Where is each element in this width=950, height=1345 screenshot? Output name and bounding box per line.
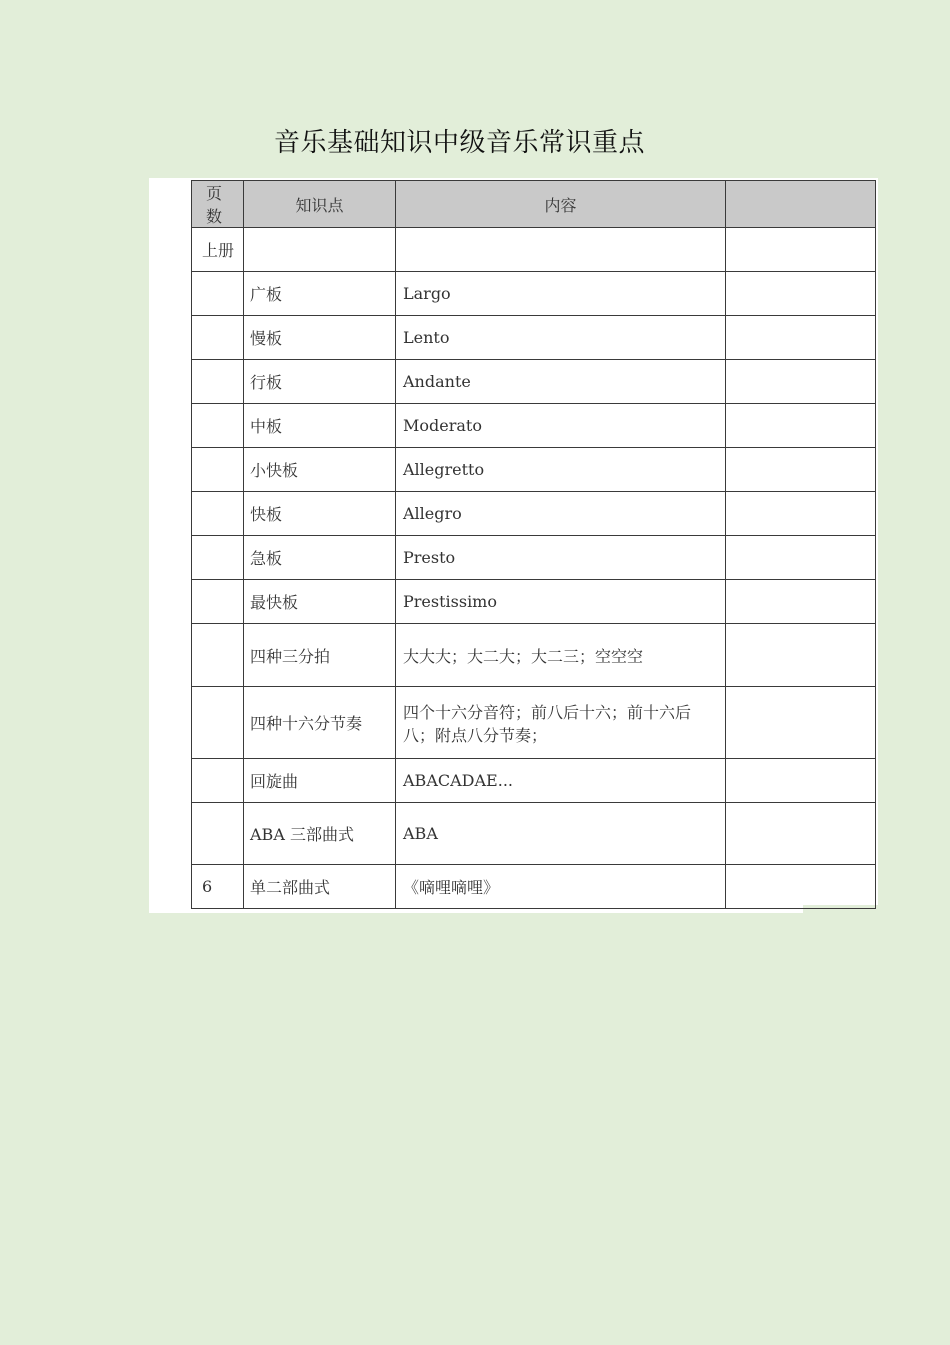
table-row	[192, 272, 876, 316]
cell-extra	[726, 404, 876, 448]
cell-content: Largo	[396, 272, 726, 316]
table-row	[192, 316, 876, 360]
cell-extra	[726, 492, 876, 536]
table-header-row	[192, 181, 876, 228]
cell-page	[192, 536, 244, 580]
table-row	[192, 624, 876, 687]
cell-extra	[726, 803, 876, 865]
header-knowledge-point: 知识点	[244, 181, 396, 228]
header-page: 页数	[192, 181, 244, 228]
cell-page	[192, 687, 244, 759]
cell-extra	[726, 580, 876, 624]
table-row	[192, 492, 876, 536]
cell-knowledge-point: 四种十六分节奏	[244, 687, 396, 759]
table-row	[192, 687, 876, 759]
cell-content: Andante	[396, 360, 726, 404]
cell-knowledge-point: 快板	[244, 492, 396, 536]
cell-knowledge-point	[244, 228, 396, 272]
cell-extra	[726, 228, 876, 272]
cell-knowledge-point: 中板	[244, 404, 396, 448]
cell-extra	[726, 759, 876, 803]
cell-extra	[726, 448, 876, 492]
cell-page	[192, 759, 244, 803]
cell-page	[192, 404, 244, 448]
cell-extra	[726, 687, 876, 759]
cell-content: Moderato	[396, 404, 726, 448]
cell-extra	[726, 536, 876, 580]
cell-page	[192, 492, 244, 536]
cell-page	[192, 803, 244, 865]
table-row	[192, 360, 876, 404]
cell-knowledge-point: 慢板	[244, 316, 396, 360]
cell-knowledge-point: 广板	[244, 272, 396, 316]
cell-knowledge-point: 急板	[244, 536, 396, 580]
header-extra	[726, 181, 876, 228]
cell-page: 上册	[192, 228, 244, 272]
cell-content: 《嘀哩嘀哩》	[396, 865, 726, 909]
table-row	[192, 803, 876, 865]
cell-content: Lento	[396, 316, 726, 360]
table-row	[192, 759, 876, 803]
cell-extra	[726, 316, 876, 360]
cell-knowledge-point: 小快板	[244, 448, 396, 492]
knowledge-table	[191, 180, 876, 909]
table-row	[192, 404, 876, 448]
cell-extra	[726, 865, 876, 909]
table-row	[192, 536, 876, 580]
cell-content	[396, 228, 726, 272]
cell-page	[192, 316, 244, 360]
cell-page: 6	[192, 865, 244, 909]
table-row	[192, 228, 876, 272]
cell-page	[192, 580, 244, 624]
cell-extra	[726, 624, 876, 687]
cell-page	[192, 360, 244, 404]
table-row	[192, 580, 876, 624]
cell-knowledge-point: 最快板	[244, 580, 396, 624]
cell-page	[192, 272, 244, 316]
cell-page	[192, 448, 244, 492]
cell-page	[192, 624, 244, 687]
table-row	[192, 448, 876, 492]
cell-content: Allegro	[396, 492, 726, 536]
cell-knowledge-point: 四种三分拍	[244, 624, 396, 687]
page-title: 音乐基础知识中级音乐常识重点	[274, 128, 646, 158]
cell-content: Presto	[396, 536, 726, 580]
cell-content: Prestissimo	[396, 580, 726, 624]
cell-content: ABA	[396, 803, 726, 865]
cell-knowledge-point: 单二部曲式	[244, 865, 396, 909]
cell-extra	[726, 360, 876, 404]
cell-extra	[726, 272, 876, 316]
table-row	[192, 865, 876, 909]
header-content: 内容	[396, 181, 726, 228]
cell-content: 大大大；大二大；大二三；空空空	[396, 624, 726, 687]
cell-knowledge-point: ABA 三部曲式	[244, 803, 396, 865]
cell-knowledge-point: 行板	[244, 360, 396, 404]
cell-content: ABACADAE...	[396, 759, 726, 803]
cell-content: 四个十六分音符；前八后十六；前十六后八；附点八分节奏；	[396, 687, 726, 759]
cell-content: Allegretto	[396, 448, 726, 492]
cell-knowledge-point: 回旋曲	[244, 759, 396, 803]
